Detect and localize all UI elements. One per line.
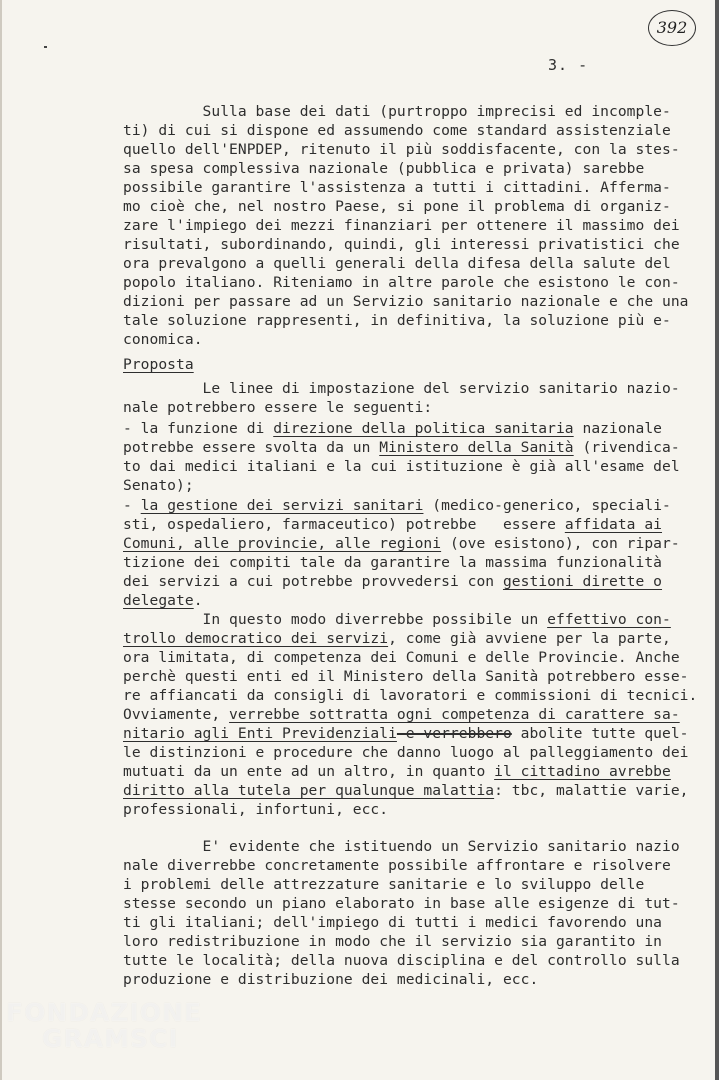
page-edge-right (715, 0, 719, 1080)
text-line: mutuati da un ente ad un altro, in quanto il cittadino avrebbe (123, 763, 671, 780)
text-line: ti) di cui si dispone ed assumendo come standard assistenziale (123, 122, 671, 139)
text-line: nale diverrebbe concretamente possibile affrontare e risolvere (123, 857, 671, 874)
text-line: sa spesa complessiva nazionale (pubblica e privata) sarebbe (123, 160, 645, 177)
text-line: ti gli italiani; dell'impiego di tutti i medici favorendo una (123, 914, 663, 931)
text-line: ora limitata, di competenza dei Comuni e delle Provincie. Anche (123, 649, 680, 666)
archive-watermark (6, 1000, 202, 1052)
text-line: nitario agli Enti Previdenziali e verrebbero abolite tutte quel- (123, 725, 689, 742)
section-heading: Proposta (123, 356, 194, 373)
text-line: In questo modo diverrebbe possibile un effettivo con- (123, 611, 671, 628)
text-line: conomica. (123, 331, 203, 348)
text-line: to dai medici italiani e la cui istituzione è già all'esame del (123, 458, 680, 475)
text-line: risultati, subordinando, quindi, gli interessi privatistici che (123, 236, 680, 253)
text-line: Ovviamente, verrebbe sottratta ogni competenza di carattere sa- (123, 706, 680, 723)
text-line: E' evidente che istituendo un Servizio sanitario nazio (123, 838, 680, 855)
text-line: Comuni, alle provincie, alle regioni (ove esistono), con ripar- (123, 535, 680, 552)
text-line: potrebbe essere svolta da un Ministero della Sanità (rivendica- (123, 439, 680, 456)
text-line: tutte le località; della nuova disciplina e del controllo sulla (123, 952, 680, 969)
text-line: stesse secondo un piano elaborato in base alle esigenze di tut- (123, 895, 680, 912)
text-line: le distinzioni e procedure che danno luogo al palleggiamento dei (123, 744, 689, 761)
archive-page-stamp: 392 (648, 10, 696, 46)
text-line: zare l'impiego dei mezzi finanziari per ottenere il massimo dei (123, 217, 680, 234)
text-line: produzione e distribuzione dei medicinali, ecc. (123, 971, 539, 988)
text-line: re affiancati da consigli di lavoratori e commissioni di tecnici. (123, 687, 698, 704)
text-line: perchè questi enti ed il Ministero della Sanità potrebbero esse- (123, 668, 689, 685)
text-line: popolo italiano. Riteniamo in altre parole che esistono le con- (123, 274, 680, 291)
text-line: nale potrebbero essere le seguenti: (123, 399, 433, 416)
text-line: mo cioè che, nel nostro Paese, si pone il problema di organiz- (123, 198, 671, 215)
page-edge-left (0, 0, 2, 1080)
text-line: ora prevalgono a quelli generali della difesa della salute del (123, 255, 671, 272)
text-line: Sulla base dei dati (purtroppo imprecisi ed incomple- (123, 103, 671, 120)
text-line: - la gestione dei servizi sanitari (medico-generico, speciali- (123, 497, 671, 514)
page-number: 3. - (548, 56, 589, 74)
text-line: i problemi delle attrezzature sanitarie e lo sviluppo delle (123, 876, 645, 893)
watermark-line: FONDAZIONE (6, 998, 203, 1027)
text-line: quello dell'ENPDEP, ritenuto il più soddisfacente, con la stes- (123, 141, 680, 158)
text-line: tizione dei compiti tale da garantire la massima funzionalità (123, 554, 663, 571)
text-line: dizioni per passare ad un Servizio sanitario nazionale e che una (123, 293, 689, 310)
text-line: tale soluzione rappresenti, in definitiva, la soluzione più e- (123, 312, 671, 329)
watermark-line: GRAMSCI (42, 1024, 179, 1053)
text-line: sti, ospedaliero, farmaceutico) potrebbe essere affidata ai (123, 516, 663, 533)
text-line: diritto alla tutela per qualunque malattia: tbc, malattie varie, (123, 782, 689, 799)
text-line: dei servizi a cui potrebbe provvedersi con gestioni dirette o (123, 573, 663, 590)
text-line: - la funzione di direzione della politica sanitaria nazionale (123, 420, 663, 437)
ink-mark (44, 46, 47, 48)
text-line: trollo democratico dei servizi, come già avviene per la parte, (123, 630, 671, 647)
text-line: possibile garantire l'assistenza a tutti i cittadini. Afferma- (123, 179, 671, 196)
text-line: professionali, infortuni, ecc. (123, 801, 389, 818)
text-line: Senato); (123, 477, 194, 494)
text-line: delegate. (123, 592, 203, 609)
text-line: loro redistribuzione in modo che il servizio sia garantito in (123, 933, 663, 950)
text-line: Le linee di impostazione del servizio sanitario nazio- (123, 380, 680, 397)
